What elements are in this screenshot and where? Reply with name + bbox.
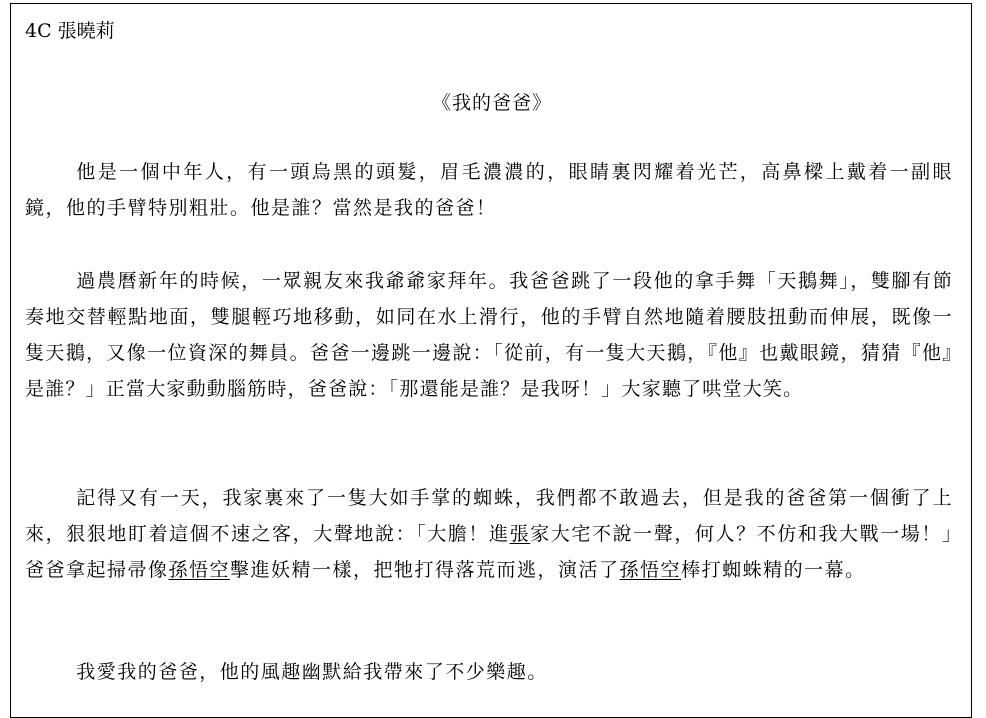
paragraph-3-text-a: 記得又有一天，我家裏來了一隻大如手掌的蜘蛛，我們都不敢過去，但是我的爸爸第一個衝了上來，狠狠地盯着這個不速之客，大聲地說：「大膽！進 <box>25 487 953 545</box>
underlined-name-2: 孫悟空 <box>619 559 682 581</box>
document-page <box>10 3 972 718</box>
underlined-surname: 張 <box>509 523 531 545</box>
paragraph-4: 我愛我的爸爸，他的風趣幽默給我帶來了不少樂趣。 <box>76 661 548 683</box>
paragraph-3-text-c: 擊進妖精一樣，把牠打得落荒而逃，演活了 <box>230 559 620 581</box>
underlined-name-1: 孫悟空 <box>168 559 231 581</box>
paragraph-2: 過農曆新年的時候，一眾親友來我爺爺家拜年。我爸爸跳了一段他的拿手舞「天鵝舞」，雙腳有節奏地交替輕點地面，雙腿輕巧地移動，如同在水上滑行，他的手臂自然地隨着腰肢扭動而伸展，既像一隻天鵝，又像一位資深的舞員。爸爸一邊跳一邊說：「從前，有一隻大天鵝，『他』也戴眼鏡，猜猜『他』是誰？」正當大家動動腦筋時，爸爸說：「那還能是誰？是我呀！」大家聽了哄堂大笑。 <box>25 270 953 400</box>
author-line: 4C 張曉莉 <box>25 20 115 42</box>
paragraph-1: 他是一個中年人，有一頭烏黑的頭髮，眉毛濃濃的，眼睛裏閃耀着光芒，高鼻樑上戴着一副眼鏡，他的手臂特別粗壯。他是誰？當然是我的爸爸！ <box>25 161 953 219</box>
paragraph-3-text-b: 家大宅不說一聲，何人？不仿和我大戰一場！」爸爸拿起掃帚像 <box>25 523 953 581</box>
essay-title: 《我的爸爸》 <box>431 92 552 114</box>
paragraph-3 <box>25 480 953 588</box>
paragraph-3-text-d: 棒打蜘蛛精的一幕。 <box>681 559 866 581</box>
